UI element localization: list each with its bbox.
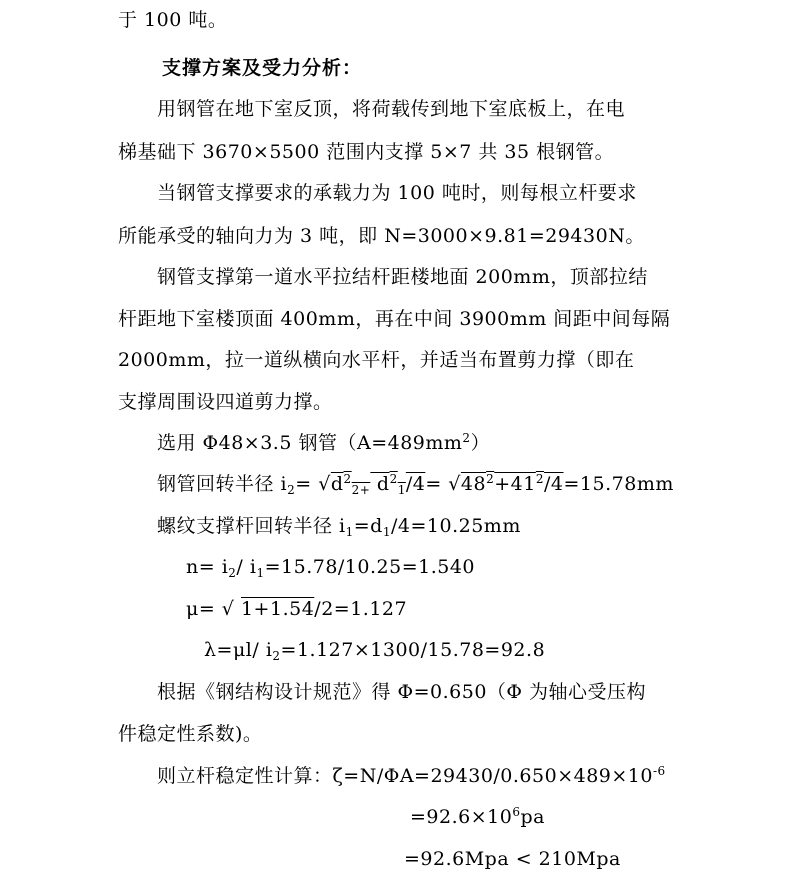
steel-selection-line — [157, 431, 490, 455]
radius-result: =15.78mm — [563, 473, 674, 495]
n-formula-line — [186, 555, 475, 579]
n-sub2: 1 — [256, 566, 265, 580]
radius-sub3: 1 — [397, 483, 406, 497]
radius-eq: = √ — [295, 473, 331, 495]
radius-sup3: 2 — [486, 472, 495, 486]
mu-result: /2=1.127 — [314, 598, 408, 620]
selection-text: 选用 Φ48×3.5 钢管（A=489mm — [157, 432, 463, 454]
radius-d2: d — [370, 473, 390, 495]
res1-post: pa — [520, 806, 545, 828]
para3-line1: 钢管支撑第一道水平拉结杆距楼地面 200mm，顶部拉结 — [157, 266, 648, 288]
res1-sup: 6 — [512, 805, 521, 819]
selection-sup: 2 — [462, 431, 471, 445]
para1-line2: 梯基础下 3670×5500 范围内支撑 5×7 共 35 根钢管。 — [118, 141, 615, 163]
text-line-1: 于 100 吨。 — [118, 9, 228, 31]
res1-pre: =92.6×10 — [410, 806, 513, 828]
radius-div: /4 — [405, 473, 426, 495]
screw-label: 螺纹支撑杆回转半径 i — [157, 515, 346, 537]
n-sub1: 2 — [228, 566, 237, 580]
n-pre: n= i — [186, 556, 229, 578]
lambda-sub: 2 — [272, 649, 281, 663]
radius-sup1: 2 — [343, 472, 352, 486]
screw-sub2: 1 — [382, 525, 391, 539]
radius-div2: /4 — [544, 473, 564, 495]
selection-close: ） — [470, 432, 491, 454]
radius-formula-line — [157, 472, 674, 496]
radius-sub: 2 — [287, 483, 296, 497]
result-line2: =92.6Mpa < 210Mpa — [404, 848, 621, 870]
radius-eq2: = √ — [425, 473, 461, 495]
para3-line4: 支撑周围设四道剪力撑。 — [118, 391, 333, 413]
basis-line2: 件稳定性系数)。 — [118, 723, 263, 745]
basis-line1: 根据《钢结构设计规范》得 Φ=0.650（Φ 为轴心受压构 — [157, 681, 647, 703]
stability-calc-line — [157, 764, 666, 788]
lambda-formula-line — [204, 638, 545, 662]
calc-sup: -6 — [652, 764, 666, 778]
para3-line2: 杆距地下室楼顶面 400mm，再在中间 3900mm 间距中间每隔 — [118, 308, 671, 330]
n-mid: / i — [236, 556, 257, 578]
screw-eq: =d — [353, 515, 383, 537]
radius-d: d — [330, 473, 344, 495]
radius-sup2: 2 — [389, 472, 398, 486]
para3-line3: 2000mm，拉一道纵横向水平杆，并适当布置剪力撑（即在 — [118, 349, 635, 371]
para1-line1: 用钢管在地下室反顶，将荷载传到地下室底板上，在电 — [157, 98, 626, 120]
mu-formula-line — [186, 597, 407, 621]
para2-line2: 所能承受的轴向力为 3 吨，即 N=3000×9.81=29430N。 — [118, 225, 645, 247]
screw-radius-line — [157, 514, 521, 538]
radius-num1: 48 — [460, 473, 487, 495]
radius-radicand-2 — [461, 473, 564, 495]
lambda-result: =1.127×1300/15.78=92.8 — [280, 639, 546, 661]
screw-sub: 1 — [345, 525, 354, 539]
mu-pre: μ= √ — [186, 598, 241, 620]
radius-sub2: 2+ — [351, 483, 371, 497]
radius-sup4: 2 — [535, 472, 544, 486]
radius-label: 钢管回转半径 i — [157, 473, 288, 495]
lambda-pre: λ=μl/ i — [204, 639, 273, 661]
mu-radicand: 1+1.54 — [240, 598, 315, 620]
section-heading: 支撑方案及受力分析： — [162, 57, 363, 79]
radius-radicand-1 — [331, 473, 426, 495]
calc-pre: 则立杆稳定性计算：ζ=N/ΦA=29430/0.650×489×10 — [157, 765, 653, 787]
screw-result: /4=10.25mm — [391, 515, 521, 537]
n-result: =15.78/10.25=1.540 — [264, 556, 476, 578]
para2-line1: 当钢管支撑要求的承载力为 100 吨时，则每根立杆要求 — [157, 182, 637, 204]
radius-plus: +41 — [494, 473, 536, 495]
result-line1 — [410, 805, 545, 829]
